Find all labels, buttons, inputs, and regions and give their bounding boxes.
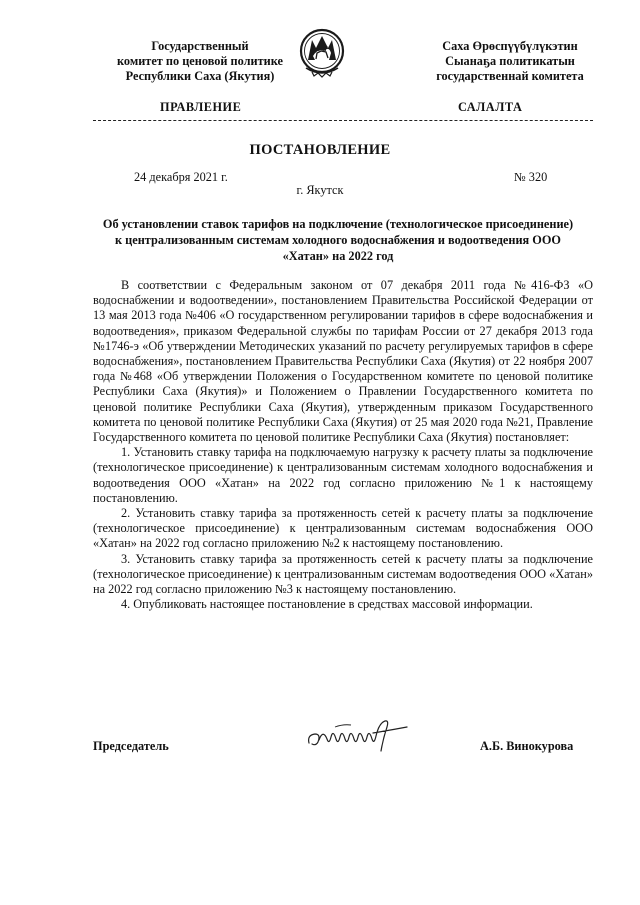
signatory-title: Председатель [93, 739, 169, 753]
header-right-line: Саха Өрөспүүбүлүкэтин [442, 39, 578, 53]
document-city: г. Якутск [296, 183, 344, 197]
header-left-line: комитет по ценовой политике [117, 54, 283, 68]
header-divider [93, 120, 593, 121]
document-type-title: ПОСТАНОВЛЕНИЕ [249, 142, 391, 158]
document-subject: Об установлении ставок тарифов на подключение (технологическое присоединение) к централизованным системам холодного водоснабжения и водоотведения ООО «Хатан» на 2022 год [102, 217, 574, 263]
department-label-right: САЛАЛТА [458, 100, 523, 114]
preamble-paragraph: В соответствии с Федеральным законом от 07 декабря 2011 года №416-ФЗ «О водоснабжении и водоотведении», постановлением Правительства Российской Федерации от 13 мая 2013 года №406 «О государственном регулировании тарифов в сфере водоснабжения и водоотведения», приказом Федеральной службы по тарифам России от 27 декабря 2013 года №1746-э «Об утверждении Методических указаний по расчету регулируемых тарифов в сфере водоснабжения», постановлением Правительства Республики Саха (Якутия) от 22 ноября 2007 года №468 «Об утверждении Положения о Государственном комитете по ценовой политике Республики Саха (Якутия)» и Положением о Правлении Государственного комитета по ценовой политике Республики Саха (Якутия), утвержденным приказом Государственного комитета по ценовой политике Республики Саха (Якутия) от 25 мая 2020 года №21, Правление Государственного комитета по ценовой политике Республики Саха (Якутия) постановляет: [93, 278, 593, 445]
coat-of-arms-emblem [298, 26, 346, 82]
header-left-organization [95, 39, 305, 84]
resolution-item: 4. Опубликовать настоящее постановление в средствах массовой информации. [121, 597, 533, 612]
resolution-item: 3. Установить ставку тарифа за протяженность сетей к расчету платы за подключение (технологическое присоединение) к централизованным системам водоотведения ООО «Хатан» на 2022 год согласно приложению №3 к настоящему постановлению. [93, 551, 593, 597]
header-left-line: Государственный [151, 39, 249, 53]
handwritten-signature [303, 715, 423, 755]
document-number: № 320 [514, 170, 548, 184]
header-right-line: Сыанаҕа политикатын [445, 54, 575, 68]
department-label-left: ПРАВЛЕНИЕ [160, 100, 242, 114]
signatory-name: А.Б. Винокурова [480, 739, 574, 753]
header-left-line: Республики Саха (Якутия) [125, 69, 275, 83]
resolution-item: 2. Установить ставку тарифа за протяженность сетей к расчету платы за подключение (технологическое присоединение) к централизованным системам водоснабжения ООО «Хатан» на 2022 год согласно приложению №2 к настоящему постановлению. [93, 506, 593, 551]
resolution-item: 1. Установить ставку тарифа на подключаемую нагрузку к расчету платы за подключение (технологическое присоединение) к централизованным системам холодного водоснабжения и водоотведения ООО «Хатан» на 2022 год согласно приложению №1 к настоящему постановлению. [93, 445, 593, 505]
document-body [93, 278, 593, 612]
document-date: 24 декабря 2021 г. [134, 170, 228, 184]
header-right-organization [405, 39, 615, 84]
header-right-line: государственнай комитета [436, 69, 584, 83]
